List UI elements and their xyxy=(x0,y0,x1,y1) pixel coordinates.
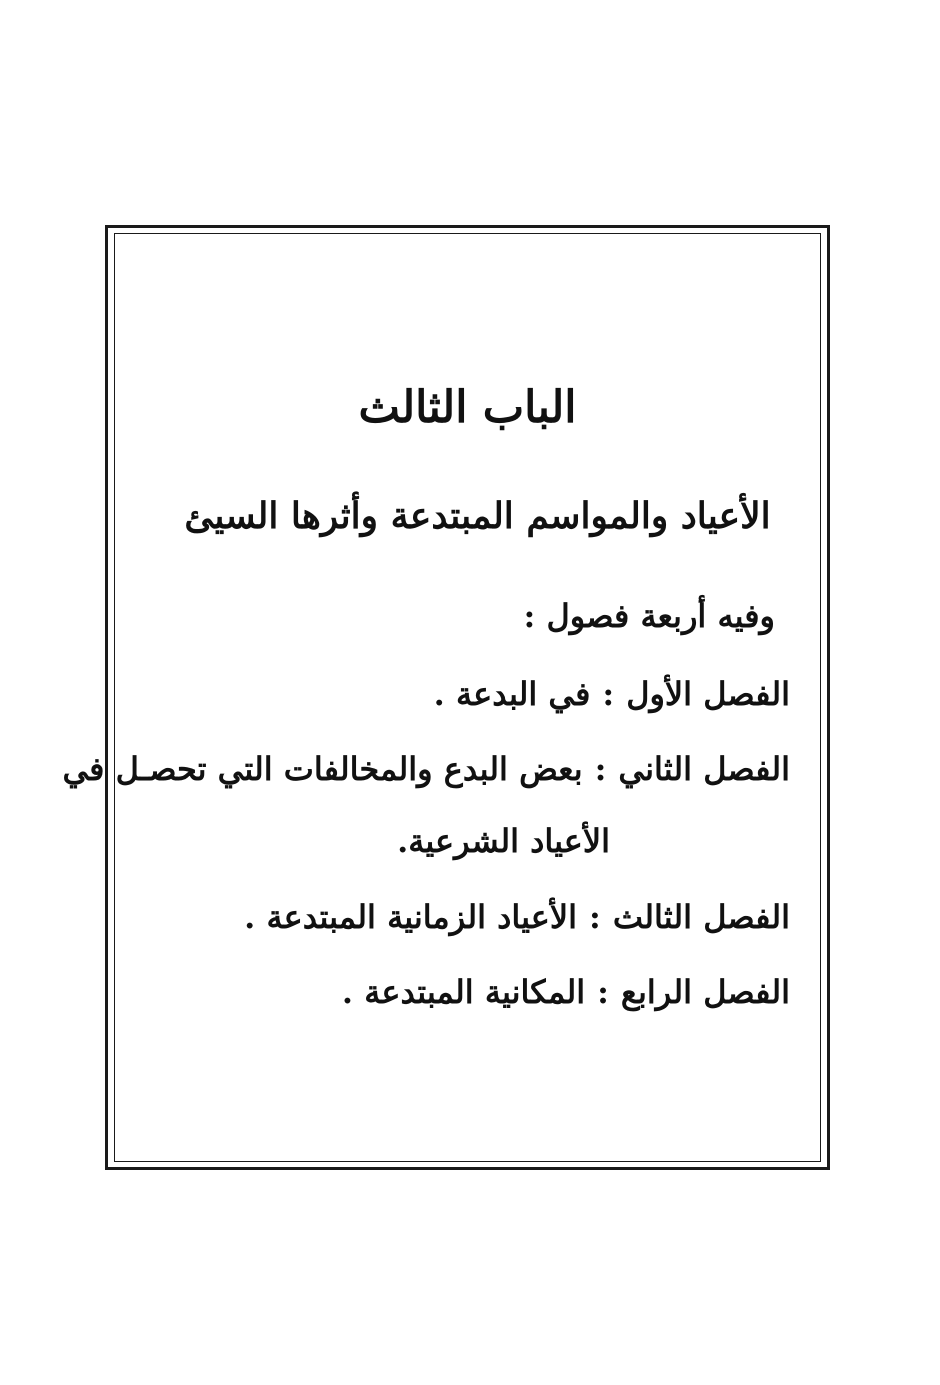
chapter-2-separator: : xyxy=(594,750,607,788)
chapter-3-separator: : xyxy=(589,898,601,936)
chapter-4-text: المكانية المبتدعة . xyxy=(341,973,586,1011)
section-title: الباب الثالث xyxy=(358,382,577,433)
chapter-1-separator: : xyxy=(602,675,615,713)
chapter-3-label: الفصل الثالث xyxy=(612,898,790,936)
chapter-1 xyxy=(434,675,790,713)
chapter-2-continuation: الأعياد الشرعية. xyxy=(397,822,610,860)
chapter-4-separator: : xyxy=(597,973,609,1011)
chapter-2-label: الفصل الثاني xyxy=(618,750,790,788)
chapter-4-label: الفصل الرابع xyxy=(620,973,790,1011)
chapter-2-text: بعض البدع والمخالفات التي تحصـل في xyxy=(62,750,583,788)
section-subtitle: الأعياد والمواسم المبتدعة وأثرها السيئ xyxy=(184,495,771,537)
section-intro: وفيه أربعة فصول : xyxy=(523,597,775,635)
chapter-1-text: في البدعة . xyxy=(433,675,591,713)
chapter-1-label: الفصل الأول xyxy=(626,675,790,713)
chapter-4 xyxy=(342,973,790,1011)
chapter-2 xyxy=(63,750,791,788)
chapter-3-text: الأعياد الزمانية المبتدعة . xyxy=(244,898,578,936)
chapter-3 xyxy=(244,898,790,936)
